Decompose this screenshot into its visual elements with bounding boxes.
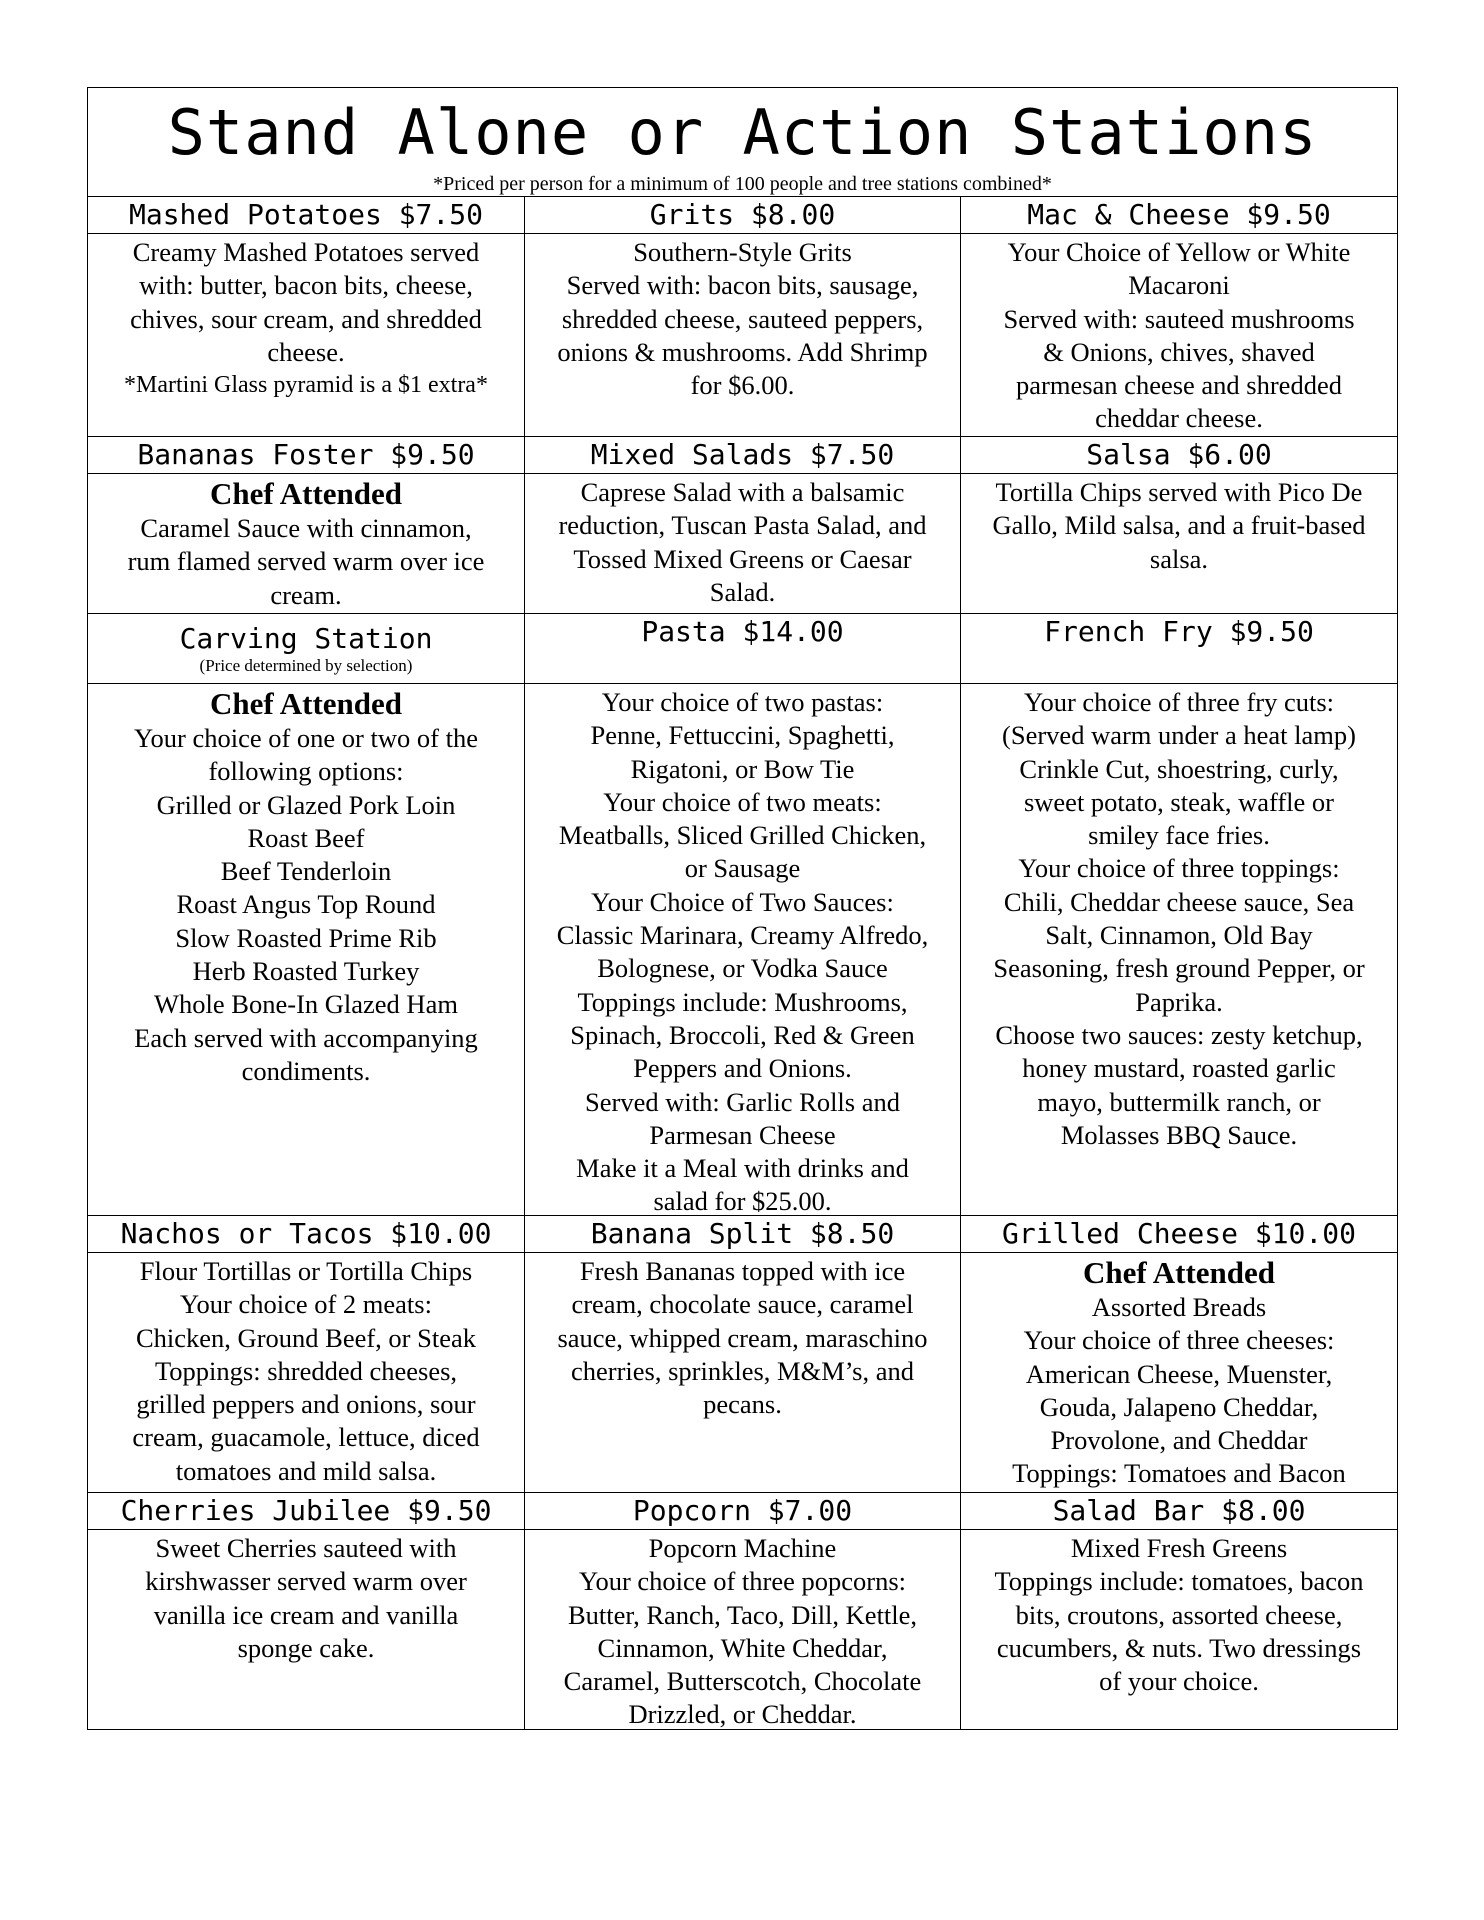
description-line: Provolone, and Cheddar: [1050, 1425, 1308, 1456]
description-line: or Sausage: [684, 853, 801, 884]
description-line: Bolognese, or Vodka Sauce: [597, 953, 888, 984]
station-description-grits-8-00: [525, 234, 961, 437]
description-line: Spinach, Broccoli, Red & Green: [570, 1019, 915, 1050]
description-line: cherries, sprinkles, M&M’s, and: [571, 1355, 914, 1386]
station-description-salad-bar-8-00: [961, 1530, 1397, 1729]
description-line: Southern-Style Grits: [633, 237, 852, 267]
description-line: Rigatoni, or Bow Tie: [630, 753, 855, 784]
description-line: pecans.: [703, 1389, 782, 1420]
description-line: honey mustard, roasted garlic: [1022, 1053, 1336, 1084]
description-line: following options:: [208, 756, 404, 787]
description-line: cucumbers, & nuts. Two dressings: [996, 1632, 1362, 1663]
station-heading-mixed-salads-7-50: Mixed Salads $7.50: [525, 437, 961, 474]
description-line: Each served with accompanying: [134, 1022, 478, 1053]
description-line: sponge cake.: [237, 1632, 375, 1663]
description-line: Your choice of one or two of the: [134, 723, 478, 753]
description-line: Mixed Fresh Greens: [1070, 1533, 1288, 1563]
description-line: Your choice of 2 meats:: [180, 1289, 432, 1320]
description-line: Cinnamon, White Cheddar,: [597, 1632, 888, 1663]
description-line: condiments.: [241, 1055, 371, 1086]
station-description-french-fry-9-50: [961, 684, 1397, 1216]
station-heading-title: Carving Station: [179, 621, 433, 655]
pricing-note: *Priced per person for a minimum of 100 people and tree stations combined*: [433, 173, 1052, 195]
description-line: Crinkle Cut, shoestring, curly,: [1019, 753, 1339, 784]
description-line: Chili, Cheddar cheese sauce, Sea: [1003, 886, 1355, 917]
station-description-carving-station: [88, 684, 525, 1216]
station-heading-popcorn-7-00: Popcorn $7.00: [525, 1493, 961, 1530]
description-line: Gallo, Mild salsa, and a fruit-based: [992, 510, 1366, 541]
description-line: Your choice of two pastas:: [601, 687, 884, 717]
description-line: Creamy Mashed Potatoes served: [132, 237, 480, 267]
description-line: vanilla ice cream and vanilla: [153, 1599, 459, 1630]
station-description-mashed-potatoes-7-50: [88, 234, 525, 437]
description-line: Slow Roasted Prime Rib: [175, 922, 437, 953]
description-line: smiley face fries.: [1088, 820, 1270, 851]
description-line: Chicken, Ground Beef, or Steak: [136, 1322, 476, 1353]
station-description-nachos-or-tacos-10-00: [88, 1253, 525, 1493]
description-line: Tossed Mixed Greens or Caesar: [573, 543, 912, 574]
station-description-mixed-salads-7-50: [525, 474, 961, 614]
station-description-grilled-cheese-10-00: [961, 1253, 1397, 1493]
description-line: Your choice of three cheeses:: [1023, 1325, 1335, 1356]
description-line: Drizzled, or Cheddar.: [628, 1699, 857, 1729]
description-line: rum flamed served warm over ice: [127, 546, 485, 577]
description-line: salad for $25.00.: [653, 1186, 832, 1216]
stations-menu-table: [87, 87, 1398, 1730]
description-line: Paprika.: [1135, 986, 1223, 1017]
description-line: for $6.00.: [690, 370, 795, 401]
description-line: Parmesan Cheese: [649, 1119, 836, 1150]
station-heading-pasta-14-00: Pasta $14.00: [525, 614, 961, 684]
description-line: Make it a Meal with drinks and: [576, 1153, 909, 1184]
description-line: Roast Angus Top Round: [176, 889, 436, 920]
description-line: Sweet Cherries sauteed with: [155, 1533, 457, 1563]
chef-attended-label: Chef Attended: [1082, 1255, 1276, 1290]
description-line: Served with: Garlic Rolls and: [585, 1086, 900, 1117]
description-line: bits, croutons, assorted cheese,: [1015, 1599, 1343, 1630]
station-description-mac-cheese-9-50: [961, 234, 1397, 437]
description-line: parmesan cheese and shredded: [1016, 370, 1342, 401]
station-price-note: (Price determined by selection): [199, 655, 413, 675]
description-line: sauce, whipped cream, maraschino: [557, 1322, 928, 1353]
description-line: & Onions, chives, shaved: [1043, 336, 1315, 367]
chef-attended-label: Chef Attended: [209, 476, 403, 511]
description-line: Popcorn Machine: [648, 1533, 837, 1563]
description-line: kirshwasser served warm over: [145, 1566, 467, 1597]
description-line: Served with: bacon bits, sausage,: [566, 270, 919, 301]
description-line: of your choice.: [1099, 1666, 1259, 1697]
description-line: Choose two sauces: zesty ketchup,: [995, 1019, 1363, 1050]
description-line: shredded cheese, sauteed peppers,: [561, 303, 924, 334]
description-line: Gouda, Jalapeno Cheddar,: [1039, 1391, 1319, 1422]
station-heading-mac-cheese-9-50: Mac & Cheese $9.50: [961, 197, 1397, 234]
station-description-bananas-foster-9-50: [88, 474, 525, 614]
description-line: Assorted Breads: [1091, 1292, 1267, 1322]
description-line: Molasses BBQ Sauce.: [1060, 1119, 1298, 1150]
station-heading-carving-station: [88, 614, 525, 684]
description-line: Your Choice of Yellow or White: [1007, 237, 1351, 267]
description-line: with: butter, bacon bits, cheese,: [139, 270, 473, 301]
description-line: Herb Roasted Turkey: [192, 956, 420, 987]
description-line: (Served warm under a heat lamp): [1002, 720, 1356, 751]
description-line: onions & mushrooms. Add Shrimp: [557, 336, 928, 367]
description-line: sweet potato, steak, waffle or: [1023, 786, 1335, 817]
station-heading-bananas-foster-9-50: Bananas Foster $9.50: [88, 437, 525, 474]
description-line: tomatoes and mild salsa.: [175, 1455, 437, 1486]
station-description-salsa-6-00: [961, 474, 1397, 614]
description-line: Meatballs, Sliced Grilled Chicken,: [558, 820, 927, 851]
description-line: Caramel, Butterscotch, Chocolate: [563, 1666, 922, 1697]
station-heading-banana-split-8-50: Banana Split $8.50: [525, 1216, 961, 1253]
description-line: cream, guacamole, lettuce, diced: [132, 1422, 480, 1453]
station-heading-salsa-6-00: Salsa $6.00: [961, 437, 1397, 474]
description-line: Salt, Cinnamon, Old Bay: [1045, 920, 1313, 951]
station-heading-grits-8-00: Grits $8.00: [525, 197, 961, 234]
description-line: Macaroni: [1128, 270, 1230, 301]
station-heading-salad-bar-8-00: Salad Bar $8.00: [961, 1493, 1397, 1530]
description-line: Caprese Salad with a balsamic: [580, 477, 905, 507]
description-line: *Martini Glass pyramid is a $1 extra*: [124, 372, 488, 399]
station-description-popcorn-7-00: [525, 1530, 961, 1729]
description-line: Toppings include: tomatoes, bacon: [994, 1566, 1364, 1597]
description-line: Classic Marinara, Creamy Alfredo,: [556, 920, 929, 951]
description-line: Your choice of two meats:: [603, 786, 882, 817]
description-line: Butter, Ranch, Taco, Dill, Kettle,: [567, 1599, 918, 1630]
description-line: Salad.: [709, 576, 776, 607]
station-heading-mashed-potatoes-7-50: Mashed Potatoes $7.50: [88, 197, 525, 234]
station-heading-grilled-cheese-10-00: Grilled Cheese $10.00: [961, 1216, 1397, 1253]
description-line: Your choice of three popcorns:: [578, 1566, 906, 1597]
description-line: Seasoning, fresh ground Pepper, or: [993, 953, 1365, 984]
title-header: [88, 88, 1397, 197]
station-description-cherries-jubilee-9-50: [88, 1530, 525, 1729]
description-line: cheese.: [267, 336, 345, 367]
description-line: cheddar cheese.: [1095, 403, 1263, 434]
description-line: Your choice of three fry cuts:: [1023, 687, 1335, 717]
page-title: Stand Alone or Action Stations: [167, 96, 1318, 169]
station-heading-cherries-jubilee-9-50: Cherries Jubilee $9.50: [88, 1493, 525, 1530]
chef-attended-label: Chef Attended: [209, 686, 403, 721]
description-line: reduction, Tuscan Pasta Salad, and: [558, 510, 927, 541]
description-line: mayo, buttermilk ranch, or: [1037, 1086, 1321, 1117]
description-line: Tortilla Chips served with Pico De: [995, 477, 1363, 507]
description-line: salsa.: [1149, 543, 1209, 574]
station-description-pasta-14-00: [525, 684, 961, 1216]
description-line: Served with: sauteed mushrooms: [1003, 303, 1355, 334]
description-line: grilled peppers and onions, sour: [136, 1389, 476, 1420]
description-line: Peppers and Onions.: [633, 1053, 852, 1084]
description-line: Penne, Fettuccini, Spaghetti,: [590, 720, 895, 751]
description-line: chives, sour cream, and shredded: [130, 303, 482, 334]
description-line: Caramel Sauce with cinnamon,: [140, 513, 472, 543]
description-line: Your choice of three toppings:: [1018, 853, 1340, 884]
description-line: Whole Bone-In Glazed Ham: [154, 989, 458, 1020]
station-heading-french-fry-9-50: French Fry $9.50: [961, 614, 1397, 684]
station-description-banana-split-8-50: [525, 1253, 961, 1493]
description-line: Toppings: Tomatoes and Bacon: [1012, 1458, 1346, 1489]
description-line: American Cheese, Muenster,: [1025, 1358, 1333, 1389]
description-line: Flour Tortillas or Tortilla Chips: [139, 1256, 473, 1286]
description-line: cream, chocolate sauce, caramel: [571, 1289, 914, 1320]
station-heading-nachos-or-tacos-10-00: Nachos or Tacos $10.00: [88, 1216, 525, 1253]
description-line: Beef Tenderloin: [220, 856, 392, 887]
description-line: Toppings: shredded cheeses,: [154, 1355, 458, 1386]
description-line: Fresh Bananas topped with ice: [579, 1256, 906, 1286]
description-line: Grilled or Glazed Pork Loin: [156, 789, 456, 820]
description-line: cream.: [270, 579, 342, 610]
description-line: Roast Beef: [247, 822, 365, 853]
description-line: Your Choice of Two Sauces:: [591, 886, 894, 917]
description-line: Toppings include: Mushrooms,: [577, 986, 908, 1017]
